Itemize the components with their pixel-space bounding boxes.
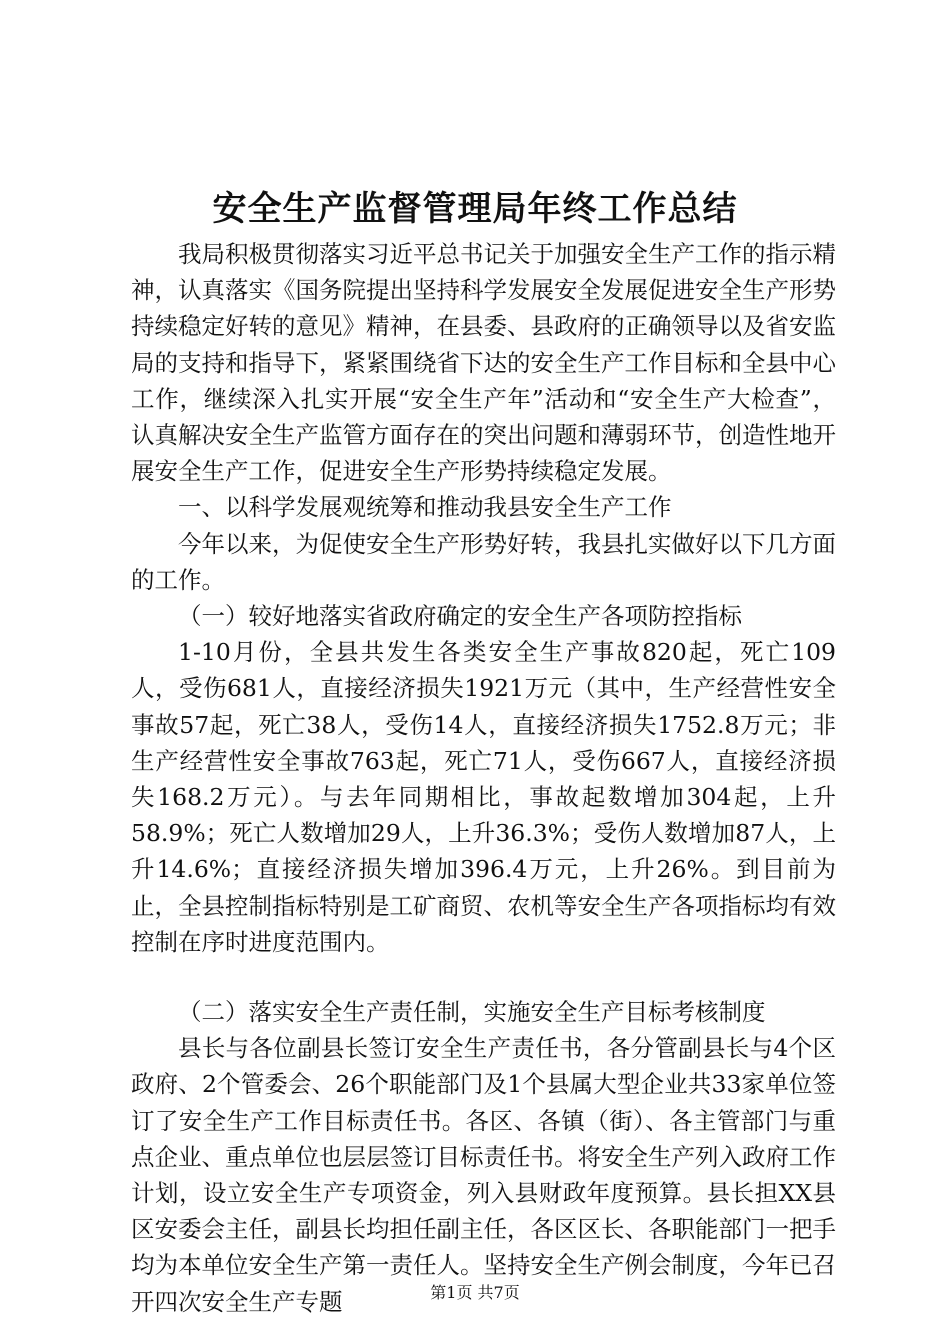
document-title: 安全生产监督管理局年终工作总结 (212, 189, 738, 229)
paragraph-responsibility: 县长与各位副县长签订安全生产责任书，各分管副县长与4个区政府、2个管委会、26个职能部门及1个县属大型企业共33家单位签订了安全生产工作目标责任书。各区、各镇（街）、各主管部门与重点企业、重点单位也层层签订目标责任书。将安全生产列入政府工作计划，设立安全生产专项资金，列入县财政年度预算。县长担XX县区安委会主任，副县长均担任副主任，各区区长、各职能部门一把手均为本单位安全生产第一责任人。坚持安全生产例会制度，今年已召开四次安全生产专题 (131, 1034, 836, 1316)
subsection-heading-2: （二）落实安全生产责任制，实施安全生产目标考核制度 (178, 998, 766, 1027)
paragraph-intro: 我局积极贯彻落实习近平总书记关于加强安全生产工作的指示精神，认真落实《国务院提出坚持科学发展安全发展促进安全生产形势持续稳定好转的意见》精神，在县委、县政府的正确领导以及省安监局的支持和指导下，紧紧围绕省下达的安全生产工作目标和全县中心工作，继续深入扎实开展“安全生产年”活动和“安全生产大检查”，认真解决安全生产监管方面存在的突出问题和薄弱环节，创造性地开展安全生产工作，促进安全生产形势持续稳定发展。 (131, 240, 836, 486)
section-heading-1: 一、以科学发展观统筹和推动我县安全生产工作 (178, 493, 672, 522)
paragraph-statistics: 1-10月份，全县共发生各类安全生产事故820起，死亡109人，受伤681人，直接经济损失1921万元（其中，生产经营性安全事故57起，死亡38人，受伤14人，直接经济损失1752.8万元；非生产经营性安全事故763起，死亡71人，受伤667人，直接经济损失168.2万元）。与去年同期相比，事故起数增加304起，上升58.9%；死亡人数增加29人，上升36.3%；受伤人数增加87人，上升14.6%；直接经济损失增加396.4万元，上升26%。到目前为止，全县控制指标特别是工矿商贸、农机等安全生产各项指标均有效控制在序时进度范围内。 (131, 638, 836, 956)
paragraph-section-1-intro: 今年以来，为促使安全生产形势好转，我县扎实做好以下几方面的工作。 (131, 529, 836, 594)
subsection-heading-1: （一）较好地落实省政府确定的安全生产各项防控指标 (178, 602, 742, 631)
page-number: 第1页 共7页 (430, 1283, 520, 1302)
document-body (131, 236, 836, 1320)
